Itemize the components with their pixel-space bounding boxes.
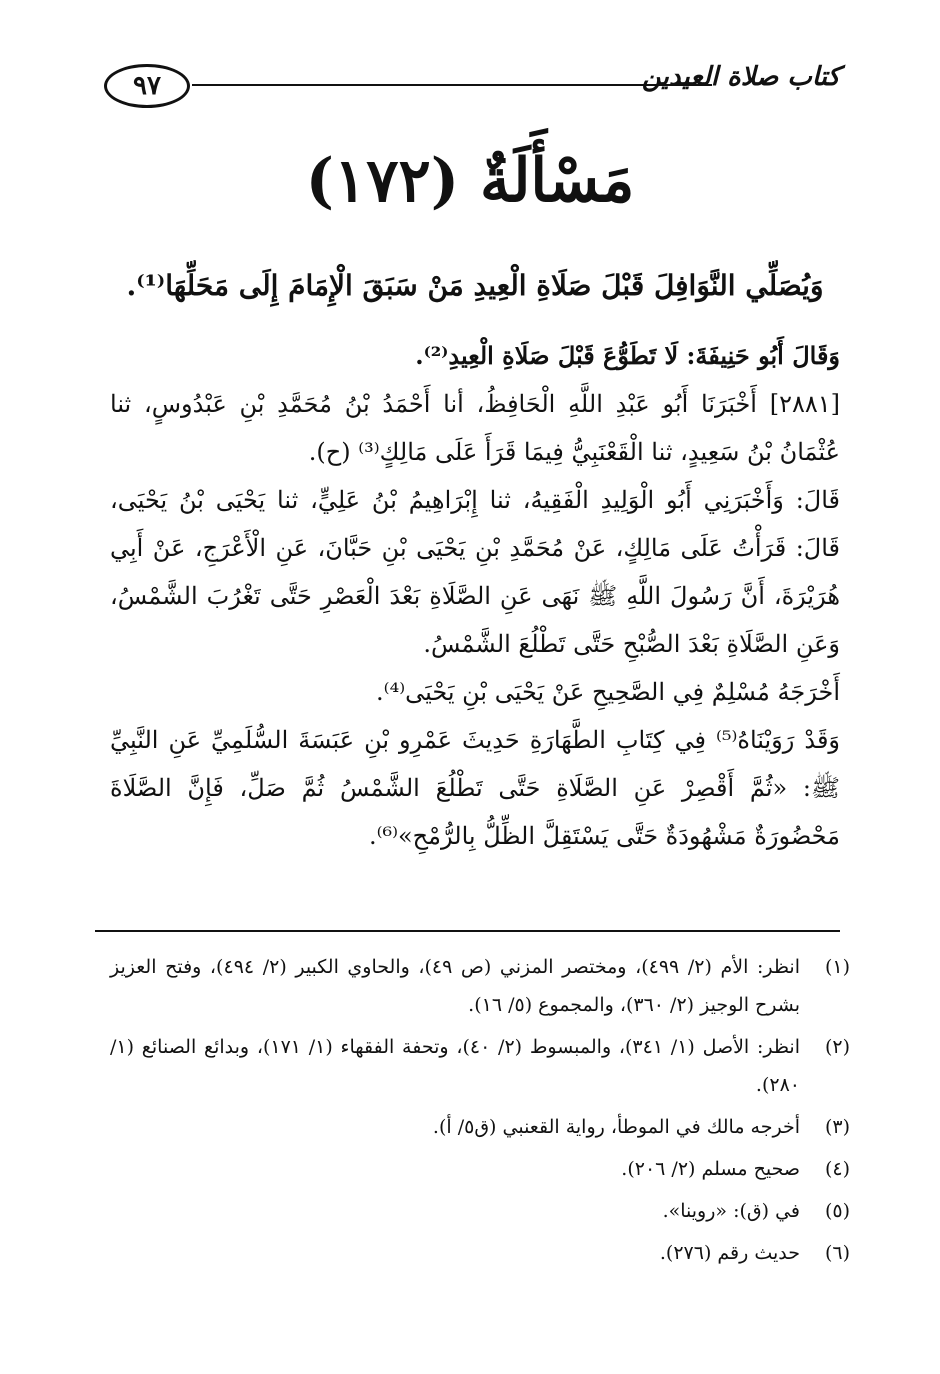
section-title: مَسْأَلَةٌ (١٧٢)	[305, 146, 635, 216]
footnote	[110, 1192, 850, 1230]
footnote-text: حديث رقم (٢٧٦).	[659, 1242, 800, 1264]
page-header	[100, 62, 840, 112]
footnote-number: (٣)	[824, 1116, 850, 1138]
footnote-text: انظر: الأم (٢/ ٤٩٩)، ومختصر المزني (ص ٤٩)، والحاوي الكبير (٢/ ٤٩٤)، وفتح العزيز بشرح الوجيز (٢/ ٣٦٠)، والمجموع (٥/ ١٦).	[110, 956, 800, 1016]
footnote	[110, 1108, 850, 1146]
paragraph-3: قَالَ: وَأَخْبَرَنِي أَبُو الْوَلِيدِ الْفَقِيهُ، ثنا إِبْرَاهِيمُ بْنُ عَلِيٍّ، ثنا يَحْيَى بْنُ يَحْيَى، قَالَ: قَرَأْتُ عَلَى مَالِكٍ، عَنْ مُحَمَّدِ بْنِ يَحْيَى بْنِ حَبَّانَ، عَنِ الْأَعْرَجِ، عَنْ أَبِي هُرَيْرَةَ، أَنَّ رَسُولَ اللَّهِ ﷺ نَهَى عَنِ الصَّلَاةِ بَعْدَ الْعَصْرِ حَتَّى تَغْرُبَ الشَّمْسُ، وَعَنِ الصَّلَاةِ بَعْدَ الصُّبْحِ حَتَّى تَطْلُعَ الشَّمْسُ.	[110, 486, 840, 658]
footnote-text: صحيح مسلم (٢/ ٢٠٦).	[621, 1158, 800, 1180]
paragraph-5: وَقَدْ رَوَيْنَاهُ⁽⁵⁾ فِي كِتَابِ الطَّهَارَةِ حَدِيثَ عَمْرِو بْنِ عَبَسَةَ السُّلَمِيِّ عَنِ النَّبِيِّ ﷺ: «ثُمَّ أَقْصِرْ عَنِ الصَّلَاةِ حَتَّى تَطْلُعَ الشَّمْسُ ثُمَّ صَلِّ، فَإِنَّ الصَّلَاةَ مَحْضُورَةٌ مَشْهُودَةٌ حَتَّى يَسْتَقِلَّ الظِّلُّ بِالرُّمْحِ»⁽⁶⁾.	[110, 726, 841, 850]
footnote	[110, 1234, 850, 1272]
footnote	[110, 1150, 850, 1188]
footnote-number: (٦)	[824, 1242, 850, 1264]
footnote-text: أخرجه مالك في الموطأ، رواية القعنبي (ق٥/ أ).	[432, 1116, 800, 1138]
footnotes	[110, 948, 850, 1276]
main-text	[110, 262, 840, 860]
footnote-number: (٢)	[824, 1036, 850, 1058]
footnote-text: في (ق): «روينا».	[662, 1200, 800, 1222]
footnote	[110, 1028, 850, 1104]
footnote-number: (١)	[824, 956, 850, 978]
paragraph-2: [٢٨٨١] أَخْبَرَنَا أَبُو عَبْدِ اللَّهِ الْحَافِظُ، أنا أَحْمَدُ بْنُ مُحَمَّدِ بْنِ عَبْدُوسٍ، ثنا عُثْمَانُ بْنُ سَعِيدٍ، ثنا الْقَعْنَبِيُّ فِيمَا قَرَأَ عَلَى مَالِكٍ⁽³⁾ (ح).	[110, 390, 840, 466]
header-rule	[192, 84, 712, 86]
paragraph-4: أَخْرَجَهُ مُسْلِمٌ فِي الصَّحِيحِ عَنْ يَحْيَى بْنِ يَحْيَى⁽⁴⁾.	[376, 678, 840, 706]
paragraph-1: وَقَالَ أَبُو حَنِيفَةَ: لَا تَطَوُّعَ قَبْلَ صَلَاةِ الْعِيدِ⁽²⁾.	[415, 341, 840, 370]
footnote-number: (٥)	[824, 1200, 850, 1222]
page-number: ٩٧	[104, 64, 190, 108]
footnote	[110, 948, 850, 1024]
lead-statement: وَيُصَلِّي النَّوَافِلَ قَبْلَ صَلَاةِ الْعِيدِ مَنْ سَبَقَ الْإِمَامَ إِلَى مَحَلِّهَا⁽¹⁾.	[126, 269, 824, 302]
footnote-divider	[95, 930, 840, 932]
running-head: كتاب صلاة العيدين	[641, 62, 840, 92]
footnote-text: انظر: الأصل (١/ ٣٤١)، والمبسوط (٢/ ٤٠)، وتحفة الفقهاء (١/ ١٧١)، وبدائع الصنائع (١/ ٢٨٠).	[110, 1036, 800, 1096]
footnote-number: (٤)	[824, 1158, 850, 1180]
